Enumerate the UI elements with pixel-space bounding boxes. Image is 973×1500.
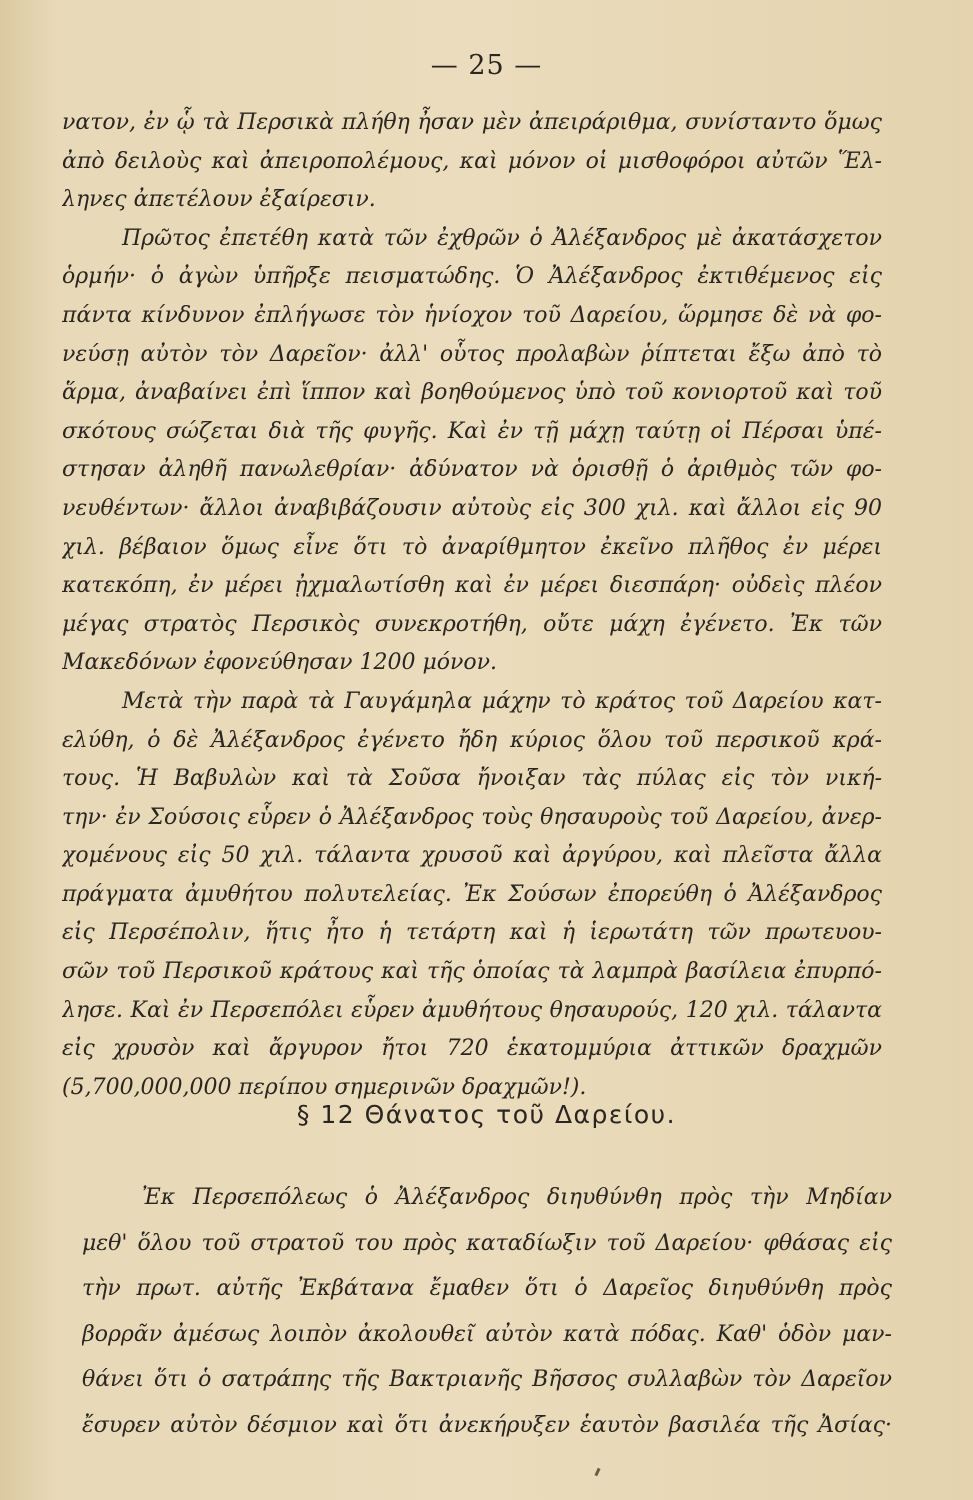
text-line: νατον, ἐν ᾧ τὰ Περσικὰ πλήθη ἦσαν μὲν ἀπειράριθμα, συνίσταντο ὅμως <box>62 110 882 135</box>
text-line: (5,700,000,000 περίπου σημερινῶν δραχμῶν!). <box>62 1074 587 1100</box>
text-line: σῶν τοῦ Περσικοῦ κράτους καὶ τῆς ὁποίας τὰ λαμπρὰ βασίλεια ἐπυρπό- <box>62 959 882 985</box>
text-line: χιλ. βέβαιον ὅμως εἶνε ὅτι τὸ ἀναρίθμητον ἐκεῖνο πλῆθος ἐν μέρει <box>62 534 882 560</box>
text-line: θάνει ὅτι ὁ σατράπης τῆς Βακτριανῆς Βῆσσος συλλαβὼν τὸν Δαρεῖον <box>82 1367 892 1392</box>
text-line: Ἐκ Περσεπόλεως ὁ Ἀλέξανδρος διηυθύνθη πρὸς τὴν Μηδίαν <box>142 1185 892 1210</box>
body-text-continued <box>82 1175 892 1448</box>
page-number: — 25 — <box>430 50 543 81</box>
text-line: λησε. Καὶ ἐν Περσεπόλει εὗρεν ἀμυθήτους θησαυρούς, 120 χιλ. τάλαντα <box>62 997 882 1023</box>
text-line: χομένους εἰς 50 χιλ. τάλαντα χρυσοῦ καὶ ἀργύρου, καὶ πλεῖστα ἄλλα <box>62 843 882 869</box>
text-line: εἰς Περσέπολιν, ἥτις ἦτο ἡ τετάρτη καὶ ἡ ἱερωτάτη τῶν πρωτευου- <box>62 920 882 946</box>
ink-speck <box>594 1468 600 1477</box>
text-line: Μετὰ τὴν παρὰ τὰ Γαυγάμηλα μάχην τὸ κράτος τοῦ Δαρείου κατ- <box>122 688 882 714</box>
body-text <box>62 104 882 1107</box>
text-line: μέγας στρατὸς Περσικὸς συνεκροτήθη, οὔτε μάχη ἐγένετο. Ἐκ τῶν <box>62 611 882 637</box>
text-line: ἅρμα, ἀναβαίνει ἐπὶ ἵππον καὶ βοηθούμενος ὑπὸ τοῦ κονιορτοῦ καὶ τοῦ <box>62 380 882 406</box>
text-line: βορρᾶν ἀμέσως λοιπὸν ἀκολουθεῖ αὐτὸν κατὰ πόδας. Καθ' ὁδὸν μαν- <box>82 1321 892 1347</box>
text-line: τὴν πρωτ. αὐτῆς Ἐκβάτανα ἔμαθεν ὅτι ὁ Δαρεῖος διηυθύνθη πρὸς <box>82 1276 892 1301</box>
text-line: σκότους σώζεται διὰ τῆς φυγῆς. Καὶ ἐν τῇ μάχῃ ταύτῃ οἱ Πέρσαι ὑπέ- <box>62 418 882 444</box>
section-heading: § 12 Θάνατος τοῦ Δαρείου. <box>296 1100 677 1129</box>
text-line: μεθ' ὅλου τοῦ στρατοῦ του πρὸς καταδίωξιν τοῦ Δαρείου· φθάσας εἰς <box>82 1230 892 1256</box>
text-line: ἔσυρεν αὐτὸν δέσμιον καὶ ὅτι ἀνεκήρυξεν ἑαυτὸν βασιλέα τῆς Ἀσίας· <box>82 1412 892 1438</box>
text-line: Πρῶτος ἐπετέθη κατὰ τῶν ἐχθρῶν ὁ Ἀλέξανδρος μὲ ἀκατάσχετον <box>122 225 882 251</box>
text-line: Μακεδόνων ἐφονεύθησαν 1200 μόνον. <box>62 650 497 676</box>
text-line: ὁρμήν· ὁ ἀγὼν ὑπῆρξε πεισματώδης. Ὁ Ἀλέξανδρος ἐκτιθέμενος εἰς <box>62 264 882 290</box>
text-line: τους. Ἡ Βαβυλὼν καὶ τὰ Σοῦσα ἤνοιξαν τὰς πύλας εἰς τὸν νική- <box>62 766 882 792</box>
text-line: στησαν ἀληθῆ πανωλεθρίαν· ἀδύνατον νὰ ὁρισθῇ ὁ ἀριθμὸς τῶν φο- <box>62 457 882 483</box>
text-line: νευθέντων· ἄλλοι ἀναβιβάζουσιν αὐτοὺς εἰς 300 χιλ. καὶ ἄλλοι εἰς 90 <box>62 495 882 521</box>
text-line: πράγματα ἀμυθήτου πολυτελείας. Ἐκ Σούσων ἐπορεύθη ὁ Ἀλέξανδρος <box>62 881 882 907</box>
text-line: ληνες ἀπετέλουν ἐξαίρεσιν. <box>62 187 376 213</box>
text-line: την· ἐν Σούσοις εὗρεν ὁ Ἀλέξανδρος τοὺς θησαυροὺς τοῦ Δαρείου, ἀνερ- <box>62 804 882 830</box>
text-line: εἰς χρυσὸν καὶ ἄργυρον ἤτοι 720 ἑκατομμύρια ἀττικῶν δραχμῶν <box>62 1036 882 1062</box>
text-line: κατεκόπη, ἐν μέρει ᾐχμαλωτίσθη καὶ ἐν μέρει διεσπάρη· οὐδεὶς πλέον <box>62 573 882 599</box>
text-line: πάντα κίνδυνον ἐπλήγωσε τὸν ἡνίοχον τοῦ Δαρείου, ὥρμησε δὲ νὰ φο- <box>62 302 882 328</box>
text-line: νεύσῃ αὐτὸν τὸν Δαρεῖον· ἀλλ' οὗτος προλαβὼν ῥίπτεται ἔξω ἀπὸ τὸ <box>62 341 882 367</box>
text-line: ελύθη, ὁ δὲ Ἀλέξανδρος ἐγένετο ἤδη κύριος ὅλου τοῦ περσικοῦ κρά- <box>62 727 882 753</box>
text-line: ἀπὸ δειλοὺς καὶ ἀπειροπολέμους, καὶ μόνον οἱ μισθοφόροι αὐτῶν Ἕλ- <box>62 148 882 174</box>
